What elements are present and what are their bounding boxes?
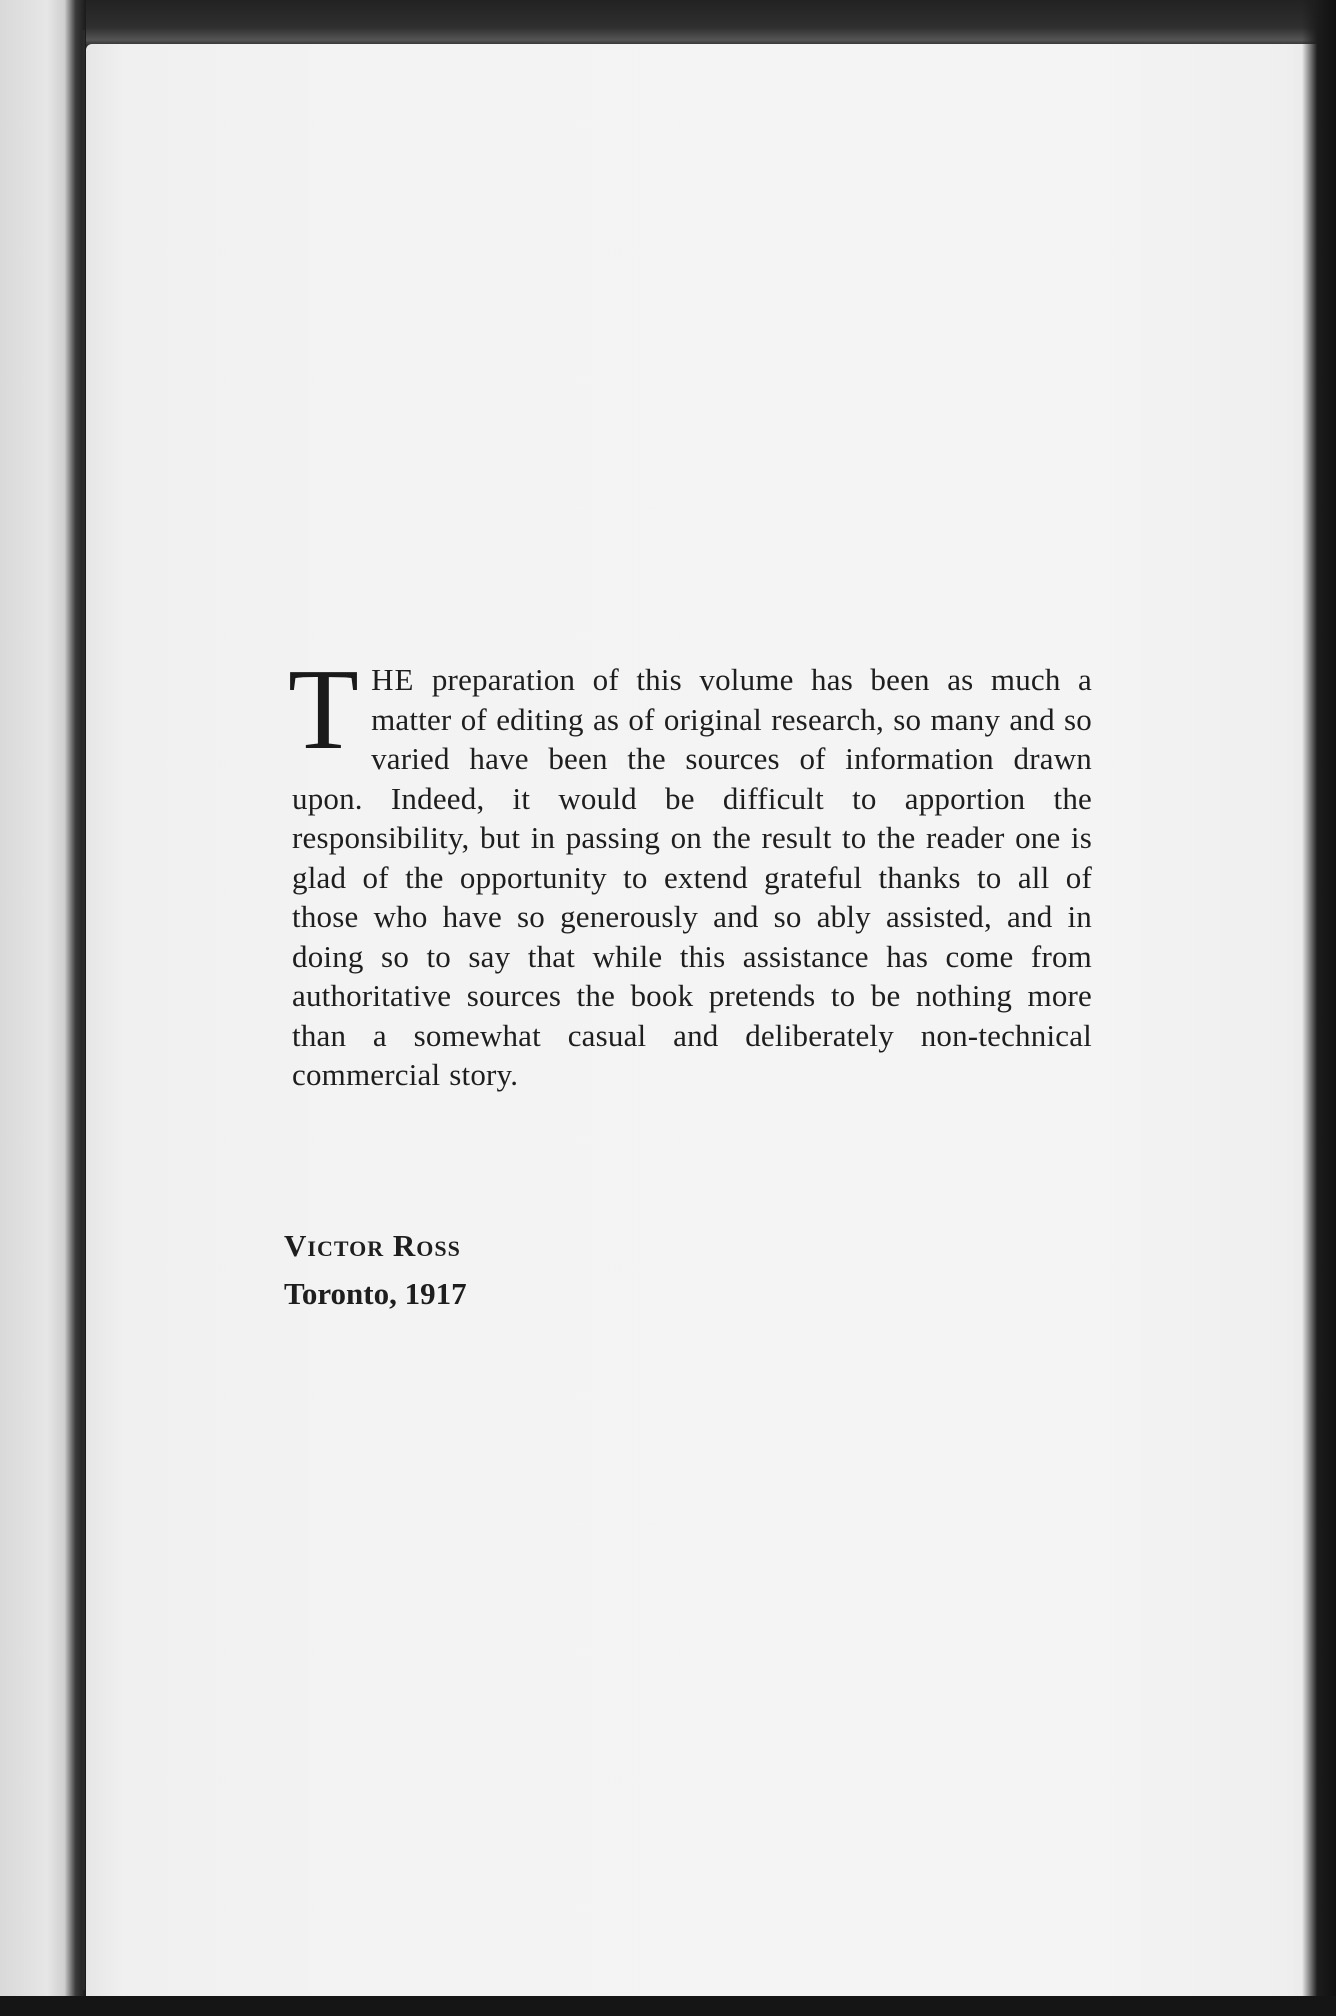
- scan-top-edge: [0, 0, 1336, 50]
- scan-right-edge: [1302, 0, 1336, 2016]
- binding-line: [82, 30, 85, 1990]
- place-date: Toronto, 1917: [284, 1276, 467, 1311]
- binding-gutter: [0, 0, 86, 2016]
- drop-cap: T: [288, 646, 360, 774]
- preface-paragraph: [288, 646, 1092, 1095]
- author-name: Victor Ross: [284, 1228, 461, 1263]
- scan-bottom-edge: [0, 1996, 1336, 2016]
- first-word-rest: HE: [371, 662, 415, 697]
- signature-block: [284, 1222, 467, 1318]
- preface-body: preparation of this volume has been as much a matter of editing as of original research, so many and so varied have been the sources of information drawn upon. Indeed, it would be difficult to apportion the responsibility, but in passing on the result to the reader one is glad of the opportunity to extend grateful thanks to all of those who have so generously and so ably assisted, and in doing so to say that while this assistance has come from authoritative sources the book pretends to be nothing more than a somewhat casual and deliberately non-technical commercial story.: [292, 662, 1092, 1092]
